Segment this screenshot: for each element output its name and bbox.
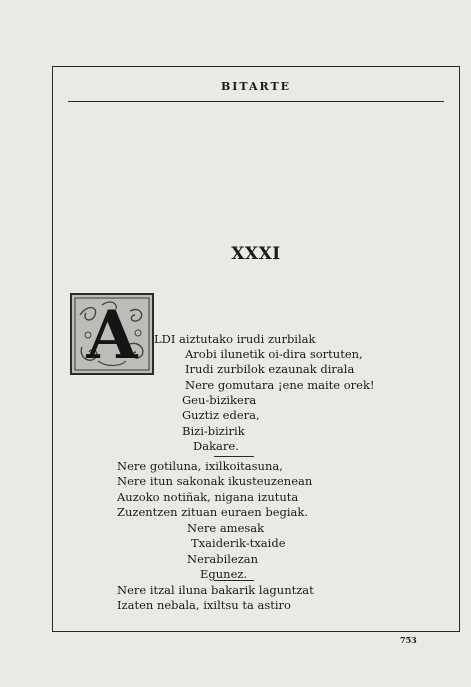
stanza-2-long-lines xyxy=(117,459,312,521)
verse-line: Auzoko notiñak, nigana izututa xyxy=(117,489,299,504)
chapter-number: XXXI xyxy=(231,244,281,264)
verse-line: Txaiderik-txaide xyxy=(191,536,286,551)
stanza-divider xyxy=(214,456,254,457)
verse-line: Bizi-bizirik xyxy=(182,423,245,438)
header-rule xyxy=(68,101,444,102)
verse-line: Arobi ilunetik oi-dira sortuten, xyxy=(185,347,363,361)
verse-line: Guztiz edera, xyxy=(182,408,260,423)
page-number: 753 xyxy=(400,635,417,645)
decorated-initial xyxy=(70,293,154,375)
verse-line: Izaten nebala, ixiltsu ta astiro xyxy=(117,598,291,613)
running-head: BITARTE xyxy=(220,80,292,93)
stanza-1-long-lines xyxy=(185,347,375,393)
verse-line: Irudi zurbilok ezaunak dirala xyxy=(185,362,355,377)
verse-line: Egunez. xyxy=(200,567,248,582)
verse-line: Nere amesak xyxy=(187,521,265,535)
verse-line: Nere gotiluna, ixilkoitasuna, xyxy=(117,459,283,473)
stanza-1-short-lines xyxy=(182,393,260,455)
initial-letter: A xyxy=(86,296,138,374)
verse-line: Nere itzal iluna bakarik laguntzat xyxy=(117,583,314,597)
stanza-2-short-lines xyxy=(187,521,286,583)
verse-line: Nere itun sakonak ikusteuzenean xyxy=(117,474,313,489)
stanza-divider xyxy=(214,580,254,581)
verse-line: Nere gomutara ¡ene maite orek! xyxy=(185,377,375,392)
verse-line: Geu-bizikera xyxy=(182,393,257,407)
stanza-3-lines xyxy=(117,583,314,614)
stanza-1-first-line xyxy=(154,332,315,347)
verse-line: Nerabilezan xyxy=(187,551,259,566)
verse-line: LDI aiztutako irudi zurbilak xyxy=(154,332,316,346)
verse-line: Dakare. xyxy=(193,439,239,454)
verse-line: Zuzentzen zituan euraen begiak. xyxy=(117,505,309,520)
